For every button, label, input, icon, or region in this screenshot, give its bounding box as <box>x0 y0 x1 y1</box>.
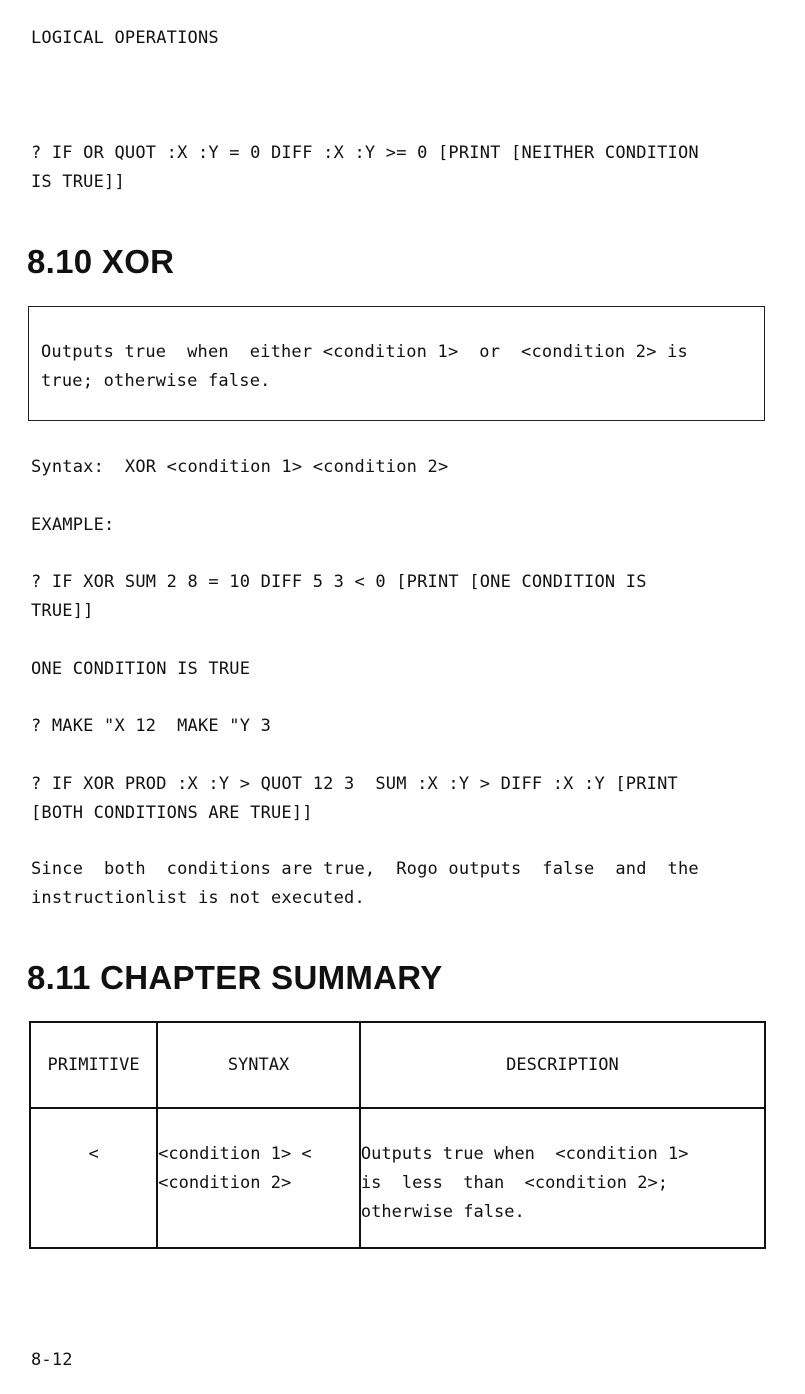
cell-syntax <box>157 1108 360 1248</box>
output-line: ONE CONDITION IS TRUE <box>31 659 251 679</box>
syntax-text: <condition 2> <box>158 1173 292 1193</box>
code-line: ? IF OR QUOT :X :Y = 0 DIFF :X :Y >= 0 [PRINT [NEITHER CONDITION <box>31 143 699 163</box>
column-header-syntax: SYNTAX <box>157 1022 360 1108</box>
code-line: IS TRUE]] <box>31 172 125 192</box>
syntax-line: Syntax: XOR <condition 1> <condition 2> <box>31 457 449 477</box>
summary-table <box>29 1021 766 1249</box>
cell-description <box>360 1108 765 1248</box>
code-line: TRUE]] <box>31 601 94 621</box>
description-text: otherwise false. <box>360 1202 525 1222</box>
code-line: ? IF XOR SUM 2 8 = 10 DIFF 5 3 < 0 [PRINT [ONE CONDITION IS <box>31 572 647 592</box>
syntax-text: <condition 1> < <box>158 1144 312 1164</box>
table-header-row <box>30 1022 765 1108</box>
explanation-line: instructionlist is not executed. <box>31 888 365 908</box>
description-text: is less than <condition 2>; <box>360 1173 668 1193</box>
cell-primitive: < <box>30 1108 157 1248</box>
table-row <box>30 1108 765 1248</box>
column-header-primitive: PRIMITIVE <box>30 1022 157 1108</box>
section-heading-xor: 8.10 XOR <box>27 243 175 280</box>
definition-line: true; otherwise false. <box>41 371 271 391</box>
code-line: [BOTH CONDITIONS ARE TRUE]] <box>31 803 313 823</box>
column-header-description: DESCRIPTION <box>360 1022 765 1108</box>
explanation-line: Since both conditions are true, Rogo outputs false and the <box>31 859 699 879</box>
page-header: LOGICAL OPERATIONS <box>31 28 219 48</box>
definition-line: Outputs true when either <condition 1> or <condition 2> is <box>41 342 688 362</box>
description-text: Outputs true when <condition 1> <box>360 1144 689 1164</box>
definition-box <box>28 306 765 421</box>
page-number: 8-12 <box>31 1350 73 1370</box>
code-line: ? MAKE "X 12 MAKE "Y 3 <box>31 716 272 736</box>
example-label: EXAMPLE: <box>31 515 115 535</box>
code-line: ? IF XOR PROD :X :Y > QUOT 12 3 SUM :X :Y > DIFF :X :Y [PRINT <box>31 774 678 794</box>
section-heading-summary: 8.11 CHAPTER SUMMARY <box>27 959 443 996</box>
